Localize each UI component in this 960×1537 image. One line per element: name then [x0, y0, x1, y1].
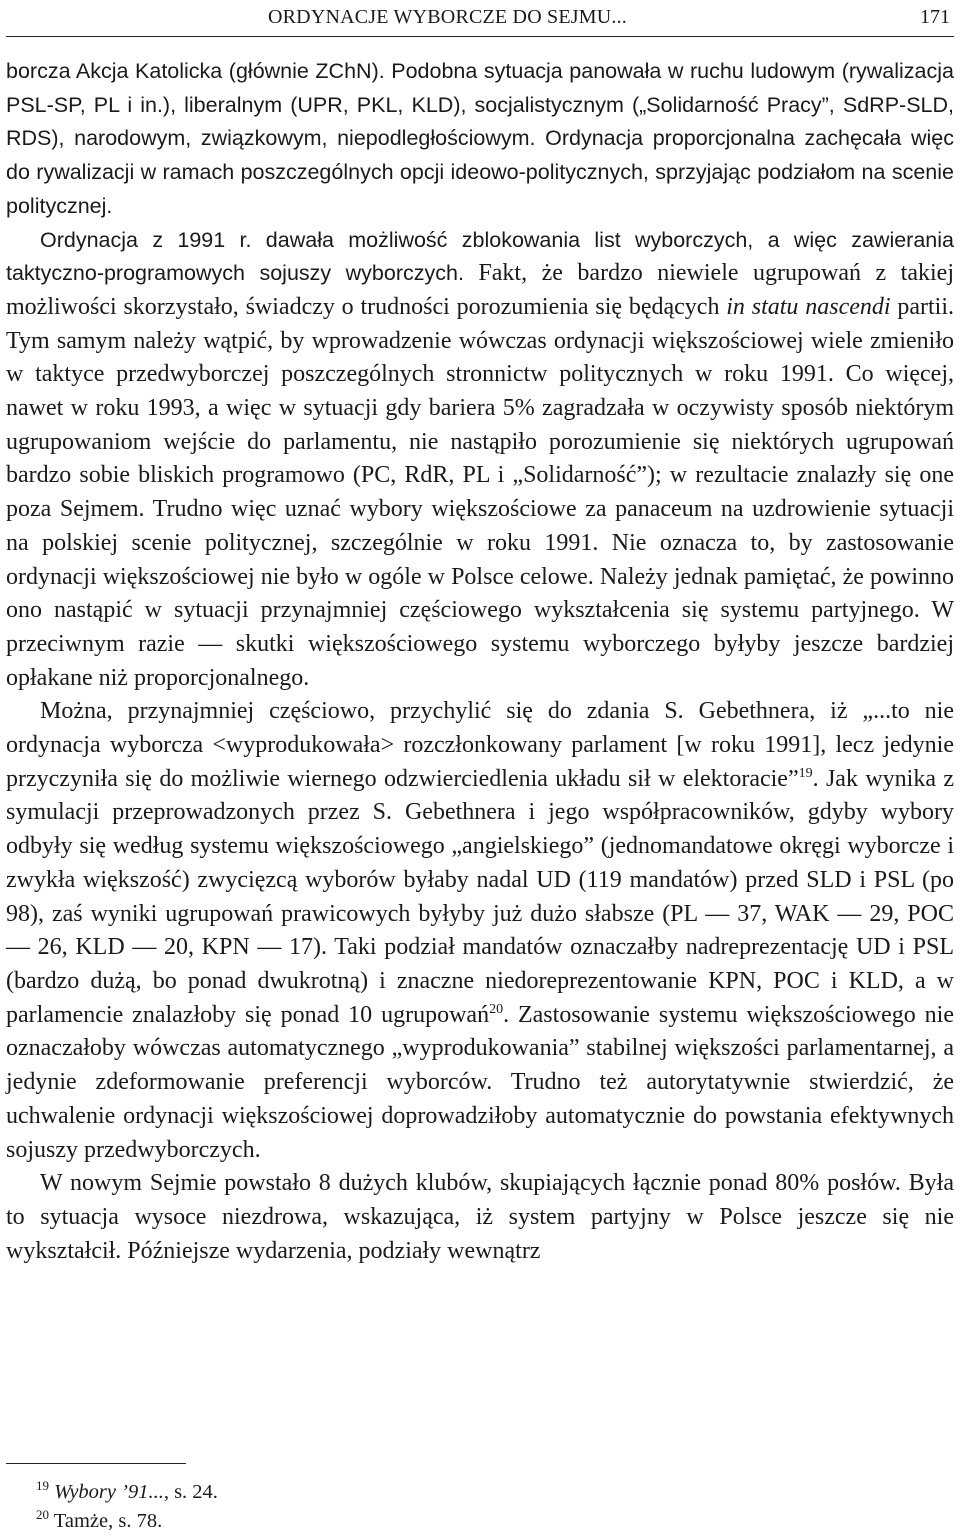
body-text [6, 55, 954, 1268]
paragraph-3 [6, 695, 954, 1167]
paragraph-1 [6, 55, 954, 224]
running-title: ORDYNACJE WYBORCZE DO SEJMU... [268, 6, 627, 28]
paragraph-4 [6, 1167, 954, 1268]
footnote-ref-20: 20 [489, 1001, 504, 1017]
footnote-ref-19: 19 [798, 765, 813, 781]
footnote-19-text: , s. 24. [163, 1481, 218, 1503]
footnote-20-text: Tamże, s. 78. [53, 1510, 163, 1532]
paragraph-3-text-a: Można, przynajmniej częściowo, przychylić się do zdania S. Gebethnera, iż „...to nie ordynacja wyborcza <wyprodukowała> rozczłonkowany parlament [w roku 1991], lecz jedynie przyczyniła się do możliwie wiernego odzwierciedlenia układu sił w elektoracie” [6, 698, 954, 792]
footnote-19-italic: Wybory ’91... [54, 1481, 164, 1503]
paragraph-2-italic: in statu nascendi [726, 293, 891, 320]
paragraph-2-sans-text: Ordynacja z 1991 r. dawała możliwość zblokowania list wyborczych, a więc zawierania taktyczno-programowych sojuszy wyborczych. [6, 227, 954, 286]
paragraph-3-text-b: . Jak wynika z symulacji przeprowadzonych przez S. Gebethnera i jego współpracowników, gdyby wybory odbyły się według systemu większościowego „angielskiego” (jednomandatowe okręgi wyborcze i zwykła większość) zwycięzcą wyborów byłaby nadal UD (119 mandatów) przed SLD i PSL (po 98), zaś wyniki ugrupowań prawicowych byłyby już dużo słabsze (PL — 37, WAK — 29, POC — 26, KLD — 20, KPN — 17). Taki podział mandatów oznaczałby nadreprezentację UD i PSL (bardzo dużą, bo ponad dwukrotną) i znaczne niedoreprezentowanie KPN, POC i KLD, a w parlamencie znalazłoby się ponad 10 ugrupowań [6, 765, 954, 1028]
footnote-19 [36, 1480, 218, 1504]
paragraph-2-text-b: partii. Tym samym należy wątpić, by wprowadzenie wówczas ordynacji większościowej wiele zmieniło w taktyce przedwyborczej poszczególnych stronnictw politycznych w roku 1991. Co więcej, nawet w roku 1993, a więc w sytuacji gdy bariera 5% zagradzała w oczywisty sposób niektórym ugrupowaniom wejście do parlamentu, nie nastąpiło porozumienie się niektórych ugrupowań bardzo sobie bliskich programowo (PC, RdR, PL i „Solidarność”); w rezultacie znalazły się one poza Sejmem. Trudno więc uznać wybory większościowe za panaceum na uzdrowienie sytuacji na polskiej scenie politycznej, szczególnie w roku 1991. Nie oznacza to, by zastosowanie ordynacji większościowej nie było w ogóle w Polsce celowe. Należy jednak pamiętać, że powinno ono nastąpić w sytuacji przynajmniej częściowego wykształcenia się systemu partyjnego. W przeciwnym razie — skutki większościowego systemu wyborczego byłyby jeszcze bardziej opłakane niż proporcjonalnego. [6, 293, 955, 691]
page-number: 171 [920, 6, 950, 28]
running-header [6, 6, 954, 37]
paragraph-1-text: borcza Akcja Katolicka (głównie ZChN). Podobna sytuacja panowała w ruchu ludowym (rywalizacja PSL-SP, PL i in.), liberalnym (UPR, PKL, KLD), socjalistycznym („Solidarność Pracy”, SdRP-SLD, RDS), narodowym, związkowym, niepodległościowym. Ordynacja proporcjonalna zachęcała więc do rywalizacji w ramach poszczególnych opcji ideowo-politycznych, sprzyjając podziałom na scenie politycznej. [6, 59, 954, 218]
footnote-20-number: 20 [36, 1507, 49, 1523]
paragraph-3-text-c: . Zastosowanie systemu większościowego nie oznaczałoby wówczas automatycznego „wyprodukowania” stabilnej większości parlamentarnej, a jedynie zdeformowanie preferencji wyborców. Trudno też autorytatywnie stwierdzić, że uchwalenie ordynacji większościowej doprowadziłoby automatycznie do powstania efektywnych sojuszy przedwyborczych. [6, 1001, 954, 1163]
paragraph-4-text: W nowym Sejmie powstało 8 dużych klubów, skupiających łącznie ponad 80% posłów. Była to sytuacja wysoce niezdrowa, wskazująca, iż system partyjny w Polsce jeszcze się nie wykształcił. Późniejsze wydarzenia, podziały wewnątrz [6, 1170, 954, 1264]
footnote-19-number: 19 [36, 1478, 49, 1494]
footnote-20 [36, 1509, 162, 1533]
paragraph-2 [6, 224, 954, 696]
paragraph-2-text-a: Fakt, że bardzo niewiele ugrupowań z takiej możliwości skorzystało, świadczy o trudności porozumienia się będących [6, 260, 954, 320]
footnote-separator [6, 1463, 186, 1464]
